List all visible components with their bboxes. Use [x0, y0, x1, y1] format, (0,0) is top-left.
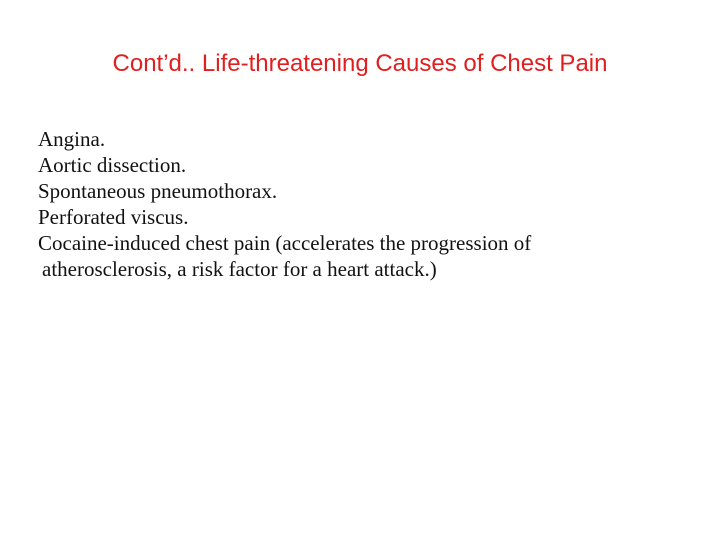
body-line-pneumothorax: Spontaneous pneumothorax.: [38, 179, 278, 203]
body-line-cocaine: Cocaine-induced chest pain (accelerates the progression of: [38, 231, 532, 255]
body-line-perforated-viscus: Perforated viscus.: [38, 205, 189, 229]
slide-title: Cont’d.. Life-threatening Causes of Chest Pain: [112, 50, 608, 77]
slide-body: [38, 126, 698, 282]
body-line-cocaine-continued: atherosclerosis, a risk factor for a heart attack.): [42, 257, 437, 281]
body-line-aortic-dissection: Aortic dissection.: [38, 153, 187, 177]
body-line-angina: Angina.: [38, 127, 106, 151]
